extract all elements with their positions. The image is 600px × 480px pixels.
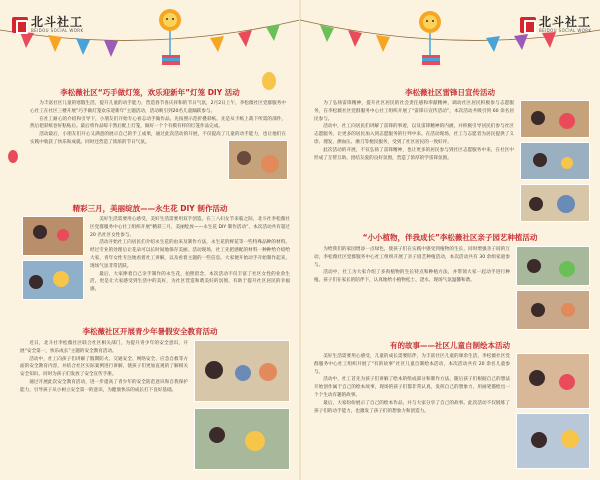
event-photo (516, 353, 590, 409)
paragraph: 活动中，社工向居民们讲解了雷锋的事迹，以及雷锋精神的内涵，并积极引导居民们参与社区志愿服务，让更多的居民加入到志愿服务的行列中来。在活动现场，社工与志愿者为居民提供了义诊、理发、测血压、磨刀等便民服务，受到了社区居民的一致好评。 (314, 124, 514, 145)
bunting-decoration (0, 0, 300, 70)
paragraph: 近日，北斗社李松薇社区联合社区相关部门，为提升青少年的安全意识，开展“安全第一，快乐成长”主题的安全教育活动。 (20, 341, 188, 354)
section-title: 李松薇社区“巧手做灯笼，欢乐迎新年”灯笼 DIY 活动 (60, 88, 240, 97)
section-body (314, 100, 514, 218)
paragraph: 活动中，社工首先为孩子们讲解了绘本的组成部分和制作方法，随后孩子们根据自己的想法开始创作属于自己的绘本故事，现场的孩子们都非常认真，发挥自己的想象力，用画笔描绘出一个个生动有趣的故事。 (314, 377, 510, 398)
section-title: 李松薇社区开展青少年暑假安全教育活动 (82, 327, 218, 336)
event-photo (22, 260, 84, 300)
paragraph: 为丰富社区儿童的寒假生活，提升儿童的动手能力，营造春节喜庆祥和的节日气氛，2月2日上午，李松薇社区党群服务中心社工在社区三楼开展“巧手做灯笼欢乐迎新年”主题活动，活动吸引到20名儿童踊跃参与。 (30, 101, 286, 114)
event-photo (520, 142, 590, 180)
paragraph: 美好生活需要用心感受，儿童的成长需要陪伴，为丰富社区儿童的课余生活，李松薇社区党群服务中心社工组织开展了“有的故事”社区儿童自制绘本活动，本次活动共有 20 余名儿童参与。 (314, 354, 510, 375)
paragraph: 活动最后，小朋友们开心又满意的展示自己的手工成果，通过此次活动的开展，不仅提高了儿童的动手能力，也让他们在实践中收获了快乐和成就。同时还营造了浓浓的节日气氛。 (30, 132, 286, 145)
brand-logo (12, 16, 83, 33)
brand-logo (520, 16, 591, 33)
event-photo (22, 216, 84, 256)
paragraph: 活动中，社工为大家介绍了多肉植物的生长特点和种植方法，并带领大家一起动手进行种植。孩子们在家长的陪伴下，认真地给小植物松土、浇水，现场气氛温馨和谐。 (314, 270, 510, 284)
paragraph: 活动中，社工向孩子们讲解了假期防火、交通安全、网络安全、应急自救等方面的安全教育内容，并结合社区实际案例进行讲解，使孩子们更加直观的了解相关安全知识，同时为孩子们发放了安全宣传手册。 (20, 356, 188, 378)
section-title: “小小植物，伴我成长”李松薇社区亲子园艺种植活动 (362, 233, 538, 242)
logo-mark-icon (520, 17, 536, 33)
logo-text-en: BEIDOU SOCIAL WORK (539, 28, 592, 33)
logo-mark-icon (12, 17, 28, 33)
paragraph: 此次活动的开展，不仅弘扬了雷锋精神，也让更多的居民参与到社区志愿服务中来，在社区中形成了互帮互助、团结友爱的良好氛围，营造了浓厚的学雷锋氛围。 (314, 147, 514, 161)
section-title: 精彩三月，美丽绽放——永生花 DIY 制作活动 (72, 204, 228, 213)
paragraph: 美好生活需要用心感受，美好生活需要用双手创造。在三八妇女节来临之际，北斗社李松薇社区党群服务中心社工组织开展“精彩三月，美丽绽放——永生花 DIY 制作活动”，本次活动共有超过 20 名社区女性参与。 (90, 217, 290, 238)
paragraph: 为给我们的家园增添一点绿色，使孩子们在实践中感受到植物的生长，同时增强亲子间的互动，李松薇社区党群服务中心社工组织开展了亲子园艺种植活动，本次活动共有 30 余组家庭参与。 (314, 247, 510, 268)
section-body (20, 340, 188, 468)
paragraph: 为了弘扬雷锋精神，提升社区居民的社会责任感和奉献精神，调动社区居民积极参与志愿服务，在李松薇社区党群服务中心社工组织开展了“雷锋日宣传活动”，本次活动共吸引到 60 余名居民参与。 (314, 101, 514, 122)
event-photo (516, 290, 590, 330)
event-photo (194, 340, 290, 402)
event-photo (520, 184, 590, 222)
paragraph: 最后，大家纷纷展示了自己的绘本作品，并与大家分享了自己的故事。此次活动不仅锻炼了孩子们的动手能力，也激发了孩子们的想象力和创造力。 (314, 400, 510, 414)
bunting-decoration (300, 0, 600, 70)
logo-text-cn: 北斗社工 (31, 15, 84, 29)
event-photo (194, 408, 290, 470)
paragraph: 在社工耐心的介绍和引导下，小朋友们开始专心看志动手做作品。先按照示范折叠彩纸。先是从卡纸上裁下所需的部件，然后把彩纸卷好粘贴后。最后将作品晾干然后配上灯笼，做好一个个有模有样的灯笼作品完成。 (30, 116, 286, 130)
section-body (314, 246, 510, 332)
event-photo (516, 246, 590, 286)
section-body (90, 216, 290, 318)
section-title: 李松薇社区雷锋日宣传活动 (405, 88, 495, 97)
event-photo (516, 413, 590, 469)
logo-text-cn: 北斗社工 (539, 15, 592, 29)
balloon-decoration (8, 150, 18, 163)
paragraph: 活动开始社工向居民们介绍永生花的由来及制作方法，永生花的鲜花等一些特殊品种的材料。经过专业的处理后让花朵可以长时间地保存美丽。活动现场，社工先把感配的材料一种种给介绍给大家，青年女性专注地看着社工讲解，以及看着主题的一些信息。大家便开始动手开始制作起来，现场气氛非常活跃。 (90, 240, 290, 269)
right-page (300, 0, 600, 480)
logo-text-en: BEIDOU SOCIAL WORK (31, 28, 84, 33)
section-title: 有的故事——社区儿童自制绘本活动 (390, 341, 510, 350)
paragraph: 通过开展此次安全教育活动，进一步提高了青少年的安全防范意识和自我保护能力，引导孩子从小树立安全第一的意识，为健康快乐的成长打下良好基础。 (20, 379, 188, 393)
event-photo (228, 140, 288, 180)
event-photo (520, 100, 590, 138)
section-body (314, 353, 510, 471)
paragraph: 最后，大家捧着自己亲手制作的永生花，拍照留念，本次活动不仅丰富了社区女性的业余生活，更是让大家感受到生活中的美好，为社区营造和谐美好的氛围，有助于提升社区居民的幸福感。 (90, 271, 290, 293)
